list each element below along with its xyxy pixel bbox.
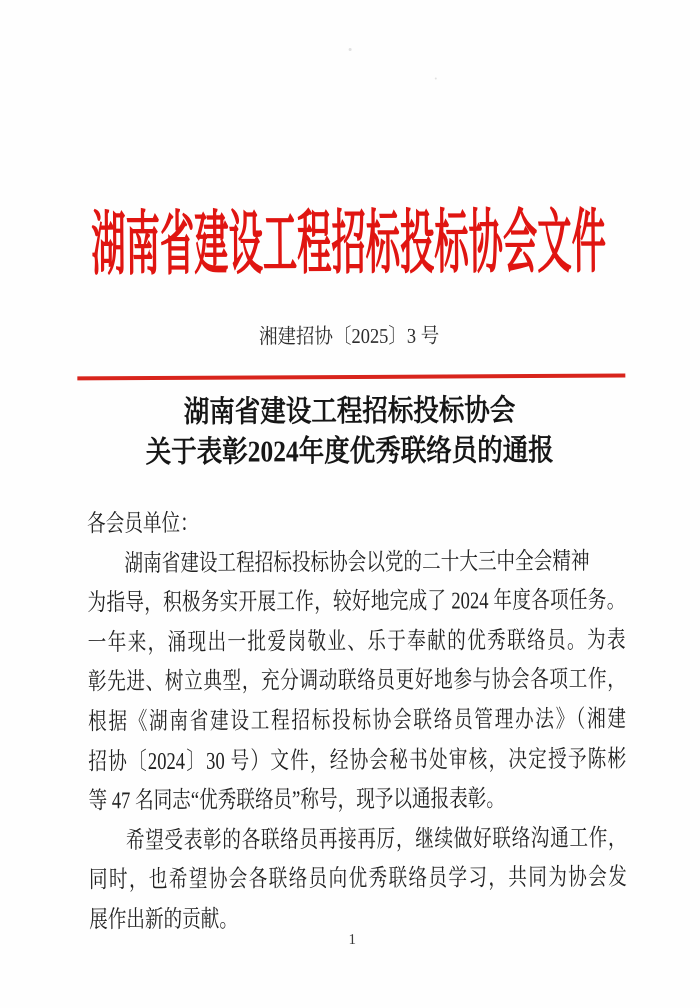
body-line: 同时，也希望协会各联络员向优秀联络员学习，共同为协会发	[88, 864, 627, 894]
body-line: 根据《湖南省建设工程招标投标协会联络员管理办法》（湘建	[88, 706, 627, 736]
body-line-salutation: 各会员单位：	[87, 510, 199, 538]
red-separator-rule	[77, 374, 625, 381]
doc-title-line-1: 湖南省建设工程招标投标协会	[183, 394, 516, 429]
doc-title-line-2: 关于表彰2024年度优秀联络员的通报	[145, 433, 554, 470]
body-line: 招协〔2024〕30 号）文件，经协会秘书处审核，决定授予陈彬	[88, 746, 627, 775]
document-number: 湘建招协〔2025〕3 号	[258, 323, 440, 349]
body-line: 等 47 名同志“优秀联络员”称号，现予以通报表彰。	[88, 786, 506, 815]
body-line: 希望受表彰的各联络员再接再厉，继续做好联络沟通工作，	[125, 825, 627, 854]
masthead-title: 湖南省建设工程招标投标协会文件	[91, 204, 607, 285]
body-line: 湖南省建设工程招标投标协会以党的二十大三中全会精神	[124, 548, 590, 577]
scan-speck	[349, 48, 352, 51]
page-number: 1	[348, 931, 357, 949]
body-line: 展作出新的贡献。	[89, 906, 239, 934]
body-line: 彰先进、树立典型，充分调动联络员更好地参与协会各项工作，	[87, 666, 626, 696]
body-text-block	[87, 503, 627, 941]
scan-speck	[435, 78, 437, 80]
body-line: 为指导，积极务实开展工作，较好地完成了 2024 年度各项任务。	[87, 587, 626, 617]
body-line: 一年来，涌现出一批爱岗敬业、乐于奉献的优秀联络员。为表	[87, 627, 626, 657]
